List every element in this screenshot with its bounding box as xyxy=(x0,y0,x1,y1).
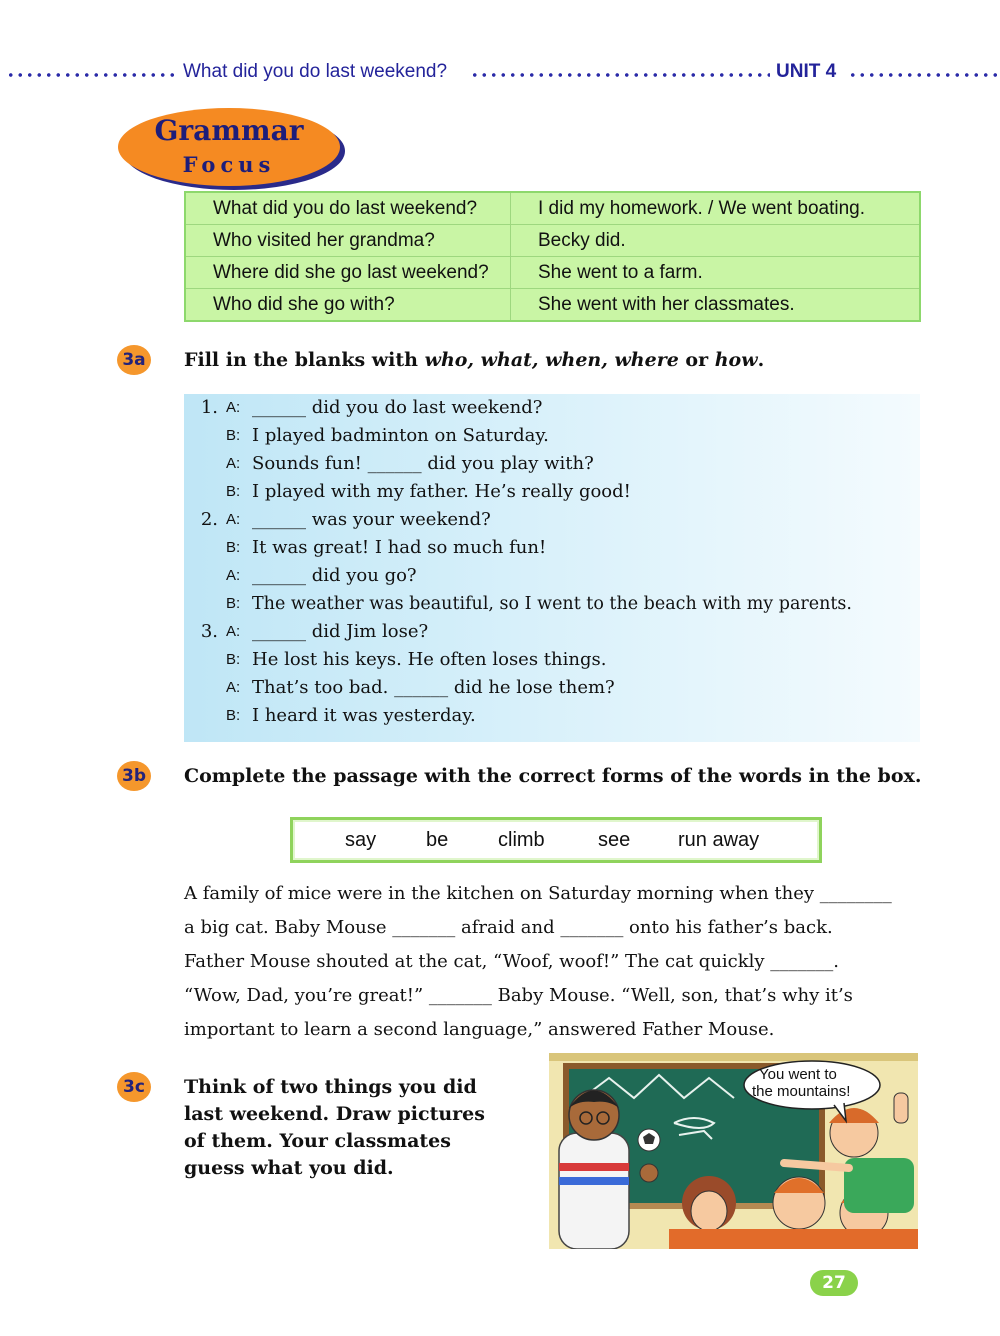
speaker-label: B: xyxy=(226,539,241,556)
word-be: be xyxy=(426,829,449,851)
dialogue-text: I played with my father. He’s really good! xyxy=(252,481,631,502)
instruction-words: who, what, when, where xyxy=(424,349,679,371)
section-3b-instruction: Complete the passage with the correct forms of the words in the box. xyxy=(184,765,922,787)
section-3a-badge: 3a xyxy=(117,345,151,375)
dialogue-text: ______ was your weekend? xyxy=(252,509,491,530)
word-see: see xyxy=(598,829,631,851)
item-number: 2. xyxy=(200,509,218,530)
grammar-badge-title: Grammar xyxy=(154,114,304,147)
page-number: 27 xyxy=(810,1270,858,1296)
speaker-label: A: xyxy=(226,399,241,416)
table-row xyxy=(185,225,920,257)
speaker-label: A: xyxy=(226,623,241,640)
dialogue-text: ______ did you do last weekend? xyxy=(252,397,543,418)
dialogue-text: I heard it was yesterday. xyxy=(252,705,476,726)
passage-line: A family of mice were in the kitchen on Saturday morning when they ________ xyxy=(184,883,892,904)
header-title: What did you do last weekend? xyxy=(183,61,448,82)
section-3a-instruction xyxy=(184,349,764,371)
table-cell-question: Who did she go with? xyxy=(185,289,511,322)
unit-label: UNIT 4 xyxy=(776,61,837,82)
grammar-focus-table xyxy=(184,191,921,322)
header-dots-right xyxy=(848,72,998,78)
dialogue-text: It was great! I had so much fun! xyxy=(252,537,547,558)
header-dots-middle xyxy=(470,72,770,78)
table-cell-answer: She went with her classmates. xyxy=(538,293,795,315)
section-3c-line: of them. Your classmates xyxy=(184,1130,451,1152)
speaker-label: B: xyxy=(226,483,241,500)
dialogue-text: Sounds fun! ______ did you play with? xyxy=(252,453,594,474)
speaker-label: A: xyxy=(226,567,241,584)
dialogue-text: That’s too bad. ______ did he lose them? xyxy=(252,677,615,698)
speaker-label: A: xyxy=(226,511,241,528)
item-number: 1. xyxy=(200,397,218,418)
table-cell-question: Who visited her grandma? xyxy=(185,225,511,257)
speaker-label: A: xyxy=(226,679,241,696)
table-cell-answer: She went to a farm. xyxy=(511,257,921,289)
speaker-label: B: xyxy=(226,651,241,668)
dialogue-text: I played badminton on Saturday. xyxy=(252,425,549,446)
passage-line: important to learn a second language,” answered Father Mouse. xyxy=(184,1019,775,1040)
dialogue-text: ______ did you go? xyxy=(252,565,417,586)
grammar-focus-badge xyxy=(118,108,340,186)
header-dots-left xyxy=(6,72,178,78)
instruction-prefix: Fill in the blanks with xyxy=(184,349,425,371)
word-box xyxy=(290,817,822,863)
item-number: 3. xyxy=(200,621,218,642)
dialogue-text: He lost his keys. He often loses things. xyxy=(252,649,607,670)
passage-line: “Wow, Dad, you’re great!” _______ Baby Mouse. “Well, son, that’s why it’s xyxy=(184,985,853,1006)
speech-bubble-line1: You went to xyxy=(759,1066,837,1083)
table-cell-question: What did you do last weekend? xyxy=(185,192,511,225)
instruction-or: or xyxy=(678,349,715,371)
speaker-label: B: xyxy=(226,427,241,444)
table-cell-answer: Becky did. xyxy=(511,225,921,257)
passage-line: Father Mouse shouted at the cat, “Woof, woof!” The cat quickly _______. xyxy=(184,951,840,972)
classroom-drawing xyxy=(549,1053,918,1249)
word-say: say xyxy=(345,829,377,851)
word-run-away: run away xyxy=(678,829,760,851)
section-3c-line: last weekend. Draw pictures xyxy=(184,1103,485,1125)
instruction-end: . xyxy=(757,349,765,371)
dialogue-text: ______ did Jim lose? xyxy=(252,621,429,642)
section-3c-line: guess what you did. xyxy=(184,1157,394,1179)
table-row xyxy=(185,257,920,289)
section-3b-badge: 3b xyxy=(117,761,151,791)
dialogue-box xyxy=(184,394,920,742)
classroom-illustration xyxy=(549,1053,918,1249)
passage-line: a big cat. Baby Mouse _______ afraid and _______ onto his father’s back. xyxy=(184,917,833,938)
section-3c-line: Think of two things you did xyxy=(184,1076,477,1098)
instruction-how: how xyxy=(714,349,758,371)
table-row xyxy=(185,289,920,322)
speaker-label: A: xyxy=(226,455,241,472)
speaker-label: B: xyxy=(226,595,241,612)
dialogue-text: The weather was beautiful, so I went to the beach with my parents. xyxy=(252,594,852,614)
table-row xyxy=(185,192,920,225)
speech-bubble-line2: the mountains! xyxy=(752,1083,851,1100)
table-cell-answer: I did my homework. / We went boating. xyxy=(511,192,921,225)
word-climb: climb xyxy=(498,829,545,851)
section-3c-badge: 3c xyxy=(117,1072,151,1102)
grammar-badge-subtitle: Focus xyxy=(182,152,276,177)
speaker-label: B: xyxy=(226,707,241,724)
table-cell-question: Where did she go last weekend? xyxy=(185,257,511,289)
